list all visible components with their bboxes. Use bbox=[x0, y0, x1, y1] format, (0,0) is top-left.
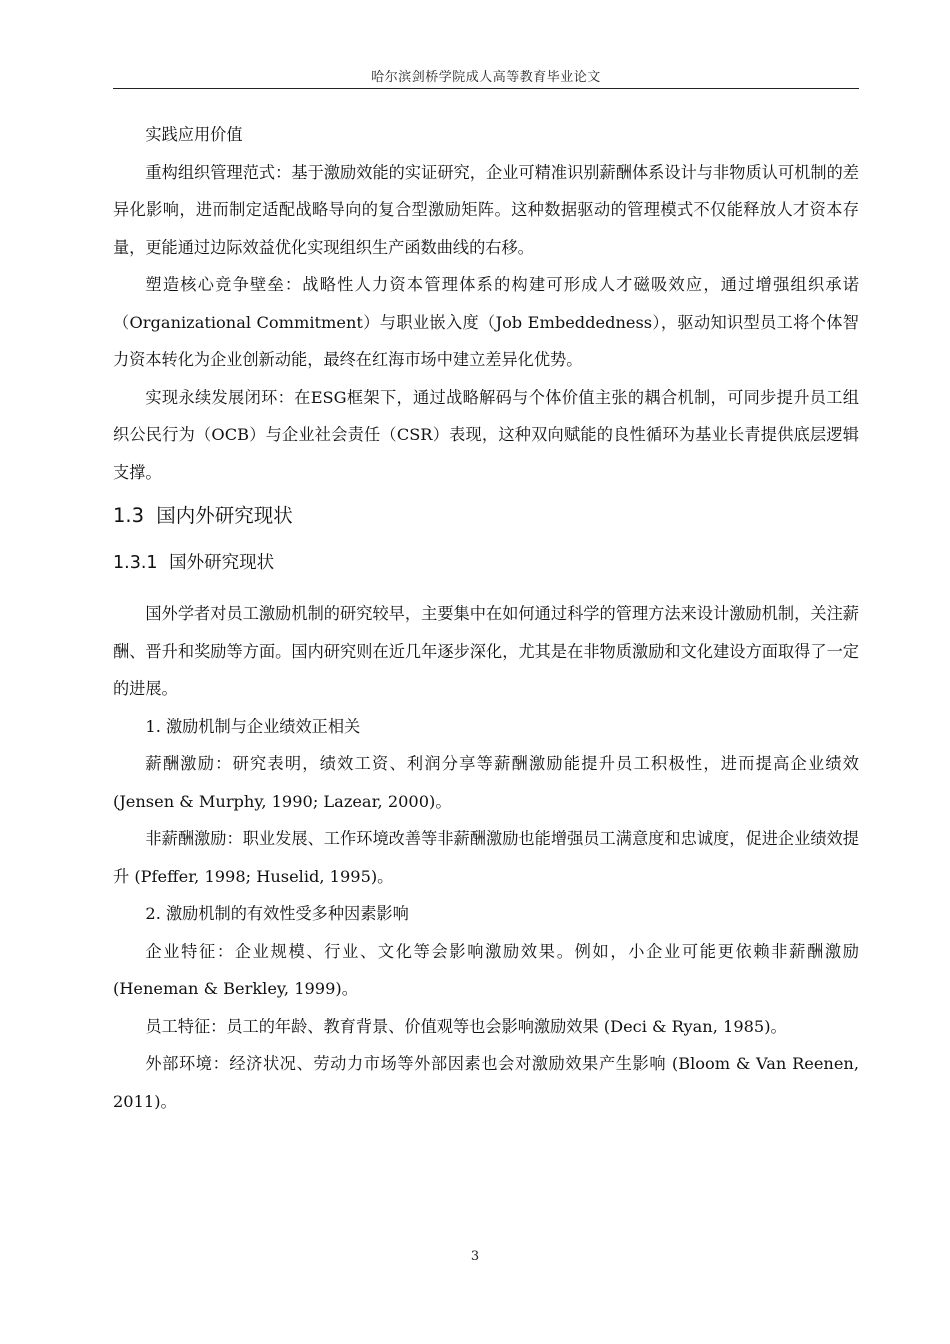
header-rule bbox=[113, 88, 859, 89]
paragraph-non-salary-incentive: 非薪酬激励：职业发展、工作环境改善等非薪酬激励也能增强员工满意度和忠诚度，促进企业绩效提升 (Pfeffer, 1998; Huselid, 1995)。 bbox=[113, 829, 859, 886]
paragraph-practical-value-heading: 实践应用价值 bbox=[145, 125, 243, 144]
paragraph-employee-features: 员工特征：员工的年龄、教育背景、价值观等也会影响激励效果 (Deci & Ryan, 1985)。 bbox=[145, 1016, 787, 1036]
paragraph-enterprise-features: 企业特征：企业规模、行业、文化等会影响激励效果。例如，小企业可能更依赖非薪酬激励 (Heneman & Berkley, 1999)。 bbox=[113, 941, 859, 998]
paragraph-salary-incentive: 薪酬激励：研究表明，绩效工资、利润分享等薪酬激励能提升员工积极性，进而提高企业绩效 (Jensen & Murphy, 1990; Lazear, 2000)。 bbox=[113, 754, 859, 811]
page-number: 3 bbox=[470, 1249, 480, 1264]
list-item-1: 1. 激励机制与企业绩效正相关 bbox=[145, 716, 361, 736]
paragraph-sustainable-development: 实现永续发展闭环：在ESG框架下，通过战略解码与个体价值主张的耦合机制，可同步提升员工组织公民行为（OCB）与企业社会责任（CSR）表现，这种双向赋能的良性循环为基业长青提供底层逻辑支撑。 bbox=[113, 387, 859, 482]
section-title: 国内外研究现状 bbox=[156, 504, 293, 527]
paragraph-external-environment: 外部环境：经济状况、劳动力市场等外部因素也会对激励效果产生影响 (Bloom & Van Reenen, 2011)。 bbox=[113, 1054, 859, 1111]
section-number: 1.3.1 bbox=[113, 553, 158, 573]
section-number: 1.3 bbox=[113, 504, 145, 527]
list-item-2: 2. 激励机制的有效性受多种因素影响 bbox=[145, 904, 409, 923]
section-heading-1-3 bbox=[113, 503, 859, 529]
paragraph-foreign-research: 国外学者对员工激励机制的研究较早，主要集中在如何通过科学的管理方法来设计激励机制，关注薪酬、晋升和奖励等方面。国内研究则在近几年逐步深化，尤其是在非物质激励和文化建设方面取得了一定的进展。 bbox=[113, 604, 859, 698]
page-body bbox=[113, 116, 859, 1120]
paragraph-core-competition: 塑造核心竞争壁垒：战略性人力资本管理体系的构建可形成人才磁吸效应，通过增强组织承诺（Organizational Commitment）与职业嵌入度（Job Embeddedness），驱动知识型员工将个体智力资本转化为企业创新动能，最终在红海市场中建立差异化优势。 bbox=[113, 275, 859, 369]
section-heading-1-3-1 bbox=[113, 551, 859, 575]
running-header: 哈尔滨剑桥学院成人高等教育毕业论文 bbox=[371, 70, 601, 85]
paragraph-restructure-management: 重构组织管理范式：基于激励效能的实证研究，企业可精准识别薪酬体系设计与非物质认可机制的差异化影响，进而制定适配战略导向的复合型激励矩阵。这种数据驱动的管理模式不仅能释放人才资本存量，更能通过边际效益优化实现组织生产函数曲线的右移。 bbox=[113, 162, 859, 257]
section-title: 国外研究现状 bbox=[169, 553, 275, 573]
